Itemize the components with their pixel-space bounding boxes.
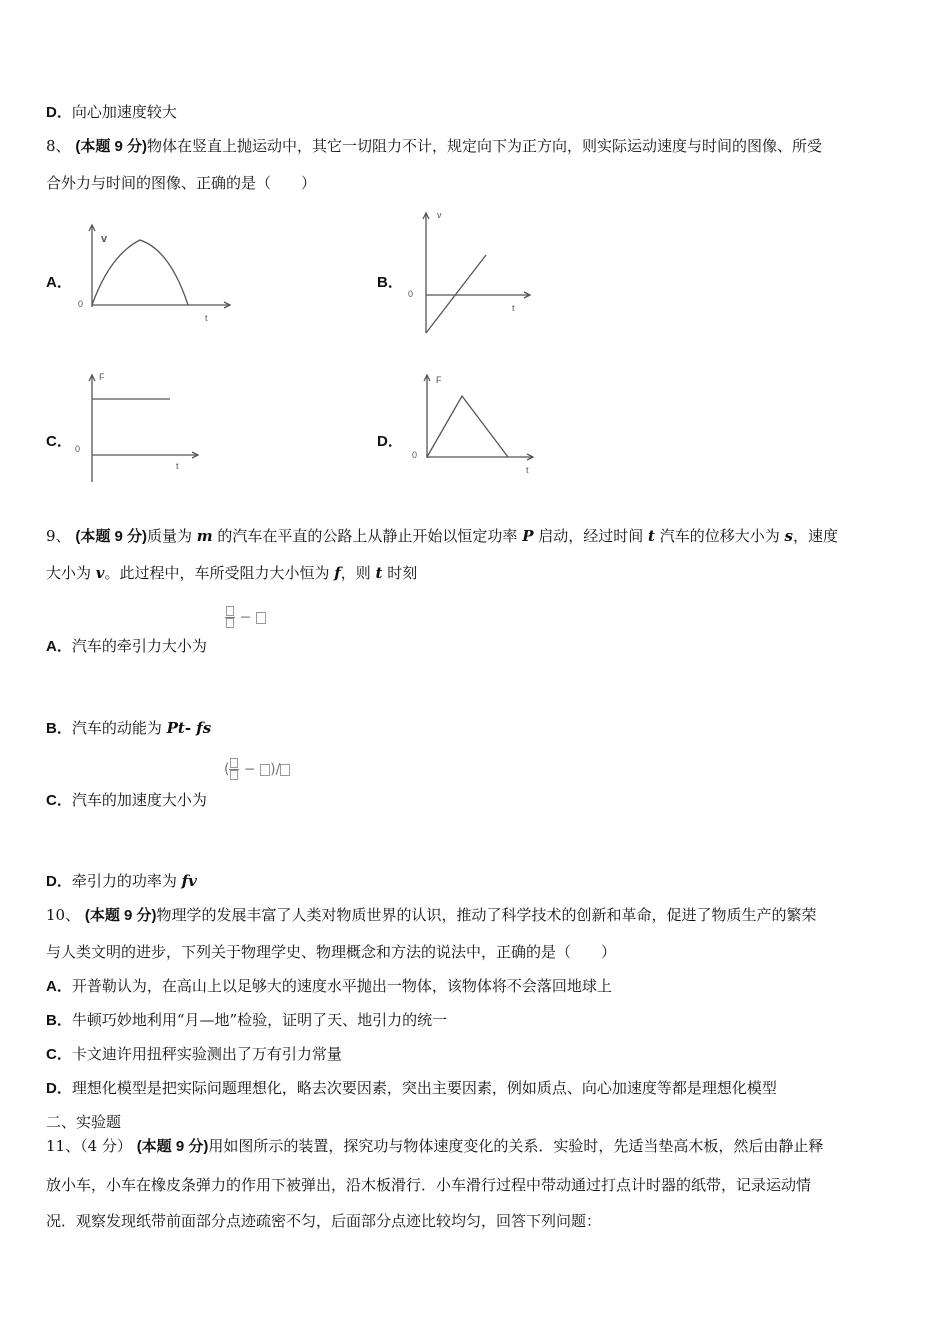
option-letter: D．	[46, 1080, 72, 1097]
question-text: ，速度	[792, 527, 838, 545]
question-text: 放小车，小车在橡皮条弹力的作用下被弹出，沿木板滑行．小车滑行过程中带动通过打点计时器的纸带，记录运动情	[46, 1176, 812, 1194]
q8-option-c-label	[46, 431, 72, 452]
q10-stem-line1	[46, 905, 817, 926]
q10-option-b	[46, 1010, 447, 1031]
placeholder-box	[260, 764, 270, 776]
q8-option-b-label	[377, 272, 403, 293]
option-letter: B．	[377, 274, 403, 291]
question-text: 物体在竖直上抛运动中，其它一切阻力不计，规定向下为正方向，则实际运动速度与时间的图像、所受	[147, 137, 823, 155]
question-text: 质量为	[147, 527, 197, 545]
minus-sign: −	[239, 609, 252, 626]
question-text: 况．观察发现纸带前面部分点迹疏密不匀，后面部分点迹比较均匀，回答下列问题：	[46, 1212, 602, 1230]
q9-formula-a	[225, 606, 266, 629]
q10-option-d	[46, 1078, 777, 1099]
graph-a-origin-label: 0	[78, 299, 84, 309]
graph-d-origin-label: 0	[412, 450, 418, 460]
graph-c-y-label: F	[99, 372, 105, 382]
variable-t: t	[375, 564, 383, 582]
option-letter: C．	[46, 433, 72, 450]
paren-open: (	[224, 761, 230, 778]
variable-v: v	[95, 564, 105, 582]
question-text: 合外力与时间的图像、正确的是（ ）	[46, 174, 317, 192]
option-letter: C．	[46, 1046, 72, 1063]
question-text: 用如图所示的装置，探究功与物体速度变化的关系．实验时，先适当垫高木板，然后由静止释	[208, 1137, 824, 1155]
section-title	[46, 1112, 121, 1132]
fraction	[225, 606, 235, 629]
q11-stem-line2	[46, 1175, 811, 1195]
option-letter: A．	[46, 638, 72, 655]
question-text: 大小为	[46, 564, 96, 582]
q9-option-b	[46, 718, 211, 739]
option-text: 理想化模型是把实际问题理想化，略去次要因素，突出主要因素，例如质点、向心加速度等都是理想化模型	[71, 1079, 777, 1097]
question-text: 与人类文明的进步，下列关于物理学史、物理概念和方法的说法中，正确的是（ ）	[46, 943, 617, 961]
option-text: 牵引力的功率为	[71, 872, 182, 890]
q8-option-a-label	[46, 272, 72, 293]
question-text: 物理学的发展丰富了人类对物质世界的认识，推动了科学技术的创新和革命，促进了物质生产的繁荣	[156, 906, 817, 924]
q8-stem-line1	[46, 136, 822, 157]
fraction	[229, 758, 239, 781]
question-text: 的汽车在平直的公路上从静止开始以恒定功率	[212, 527, 523, 545]
q11-stem-line3	[46, 1211, 601, 1231]
option-letter: D．	[46, 873, 72, 890]
graph-c	[70, 370, 210, 485]
q9-option-a	[46, 636, 207, 657]
q9-option-d	[46, 871, 197, 892]
option-text: 汽车的加速度大小为	[71, 791, 207, 809]
paren-close: )/	[270, 761, 281, 778]
q7-option-d	[46, 102, 177, 123]
option-letter: C．	[46, 792, 72, 809]
q10-option-a	[46, 976, 612, 997]
variable-s: s	[784, 527, 793, 545]
option-letter: A．	[46, 978, 72, 995]
question-number: 11、	[46, 1137, 81, 1155]
option-letter: A．	[46, 274, 72, 291]
option-expression: fv	[181, 872, 197, 890]
question-number: 9、	[46, 527, 71, 545]
variable-p: P	[522, 527, 534, 545]
variable-m: m	[196, 527, 213, 545]
question-score: (本题 9 分)	[136, 1138, 209, 1155]
q8-option-d-label	[377, 431, 403, 452]
option-text: 开普勒认为，在高山上以足够大的速度水平抛出一物体，该物体将不会落回地球上	[71, 977, 612, 995]
graph-b-line	[426, 255, 486, 333]
variable-t: t	[648, 527, 655, 545]
graph-b-origin-label: 0	[408, 289, 414, 299]
option-expression: Pt- fs	[166, 719, 212, 737]
q10-option-c	[46, 1044, 342, 1065]
graph-d	[405, 370, 545, 480]
question-number: 8、	[46, 137, 71, 155]
question-text: ，则	[340, 564, 376, 582]
option-letter: D．	[377, 433, 403, 450]
option-text: 牛顿巧妙地利用“月—地”检验，证明了天、地引力的统一	[71, 1011, 448, 1029]
placeholder-box	[280, 764, 290, 776]
option-text: 汽车的牵引力大小为	[71, 637, 207, 655]
question-text: 启动，经过时间	[533, 527, 649, 545]
graph-b-y-label: v	[437, 210, 442, 220]
option-letter: D．	[46, 104, 72, 121]
graph-d-y-label: F	[436, 375, 442, 385]
question-score: (本题 9 分)	[84, 907, 157, 924]
option-letter: B．	[46, 720, 72, 737]
graph-a-y-label: v	[101, 233, 108, 245]
option-text: 向心加速度较大	[71, 103, 177, 121]
question-score: (本题 9 分)	[75, 528, 147, 545]
graph-a-x-label: t	[205, 313, 208, 323]
q9-stem-line1	[46, 526, 838, 547]
question-number: 10、	[46, 906, 81, 924]
question-text: 汽车的位移大小为	[654, 527, 785, 545]
graph-d-x-label: t	[526, 465, 529, 475]
variable-f: f	[334, 564, 341, 582]
q9-option-c	[46, 790, 207, 811]
question-text: 时刻	[382, 564, 418, 582]
option-text: 汽车的动能为	[71, 719, 167, 737]
q11-stem-line1	[46, 1136, 823, 1157]
q9-formula-c	[224, 758, 290, 781]
minus-sign: −	[243, 761, 256, 778]
option-letter: B．	[46, 1012, 72, 1029]
question-score: (本题 9 分)	[75, 138, 147, 155]
graph-b-x-label: t	[512, 303, 515, 313]
graph-c-x-label: t	[176, 461, 179, 471]
question-points: （4 分）	[80, 1137, 132, 1155]
section-heading: 二、实验题	[46, 1113, 122, 1131]
graph-d-line	[427, 396, 508, 457]
graph-c-origin-label: 0	[75, 444, 81, 454]
question-text: 。此过程中，车所受阻力大小恒为	[104, 564, 335, 582]
option-text: 卡文迪许用扭秤实验测出了万有引力常量	[71, 1045, 342, 1063]
graph-a-curve	[92, 240, 188, 305]
q9-stem-line2	[46, 563, 417, 583]
q10-stem-line2	[46, 942, 616, 962]
graph-a	[70, 215, 240, 330]
placeholder-box	[256, 612, 266, 624]
graph-b	[402, 205, 542, 340]
q8-stem-line2	[46, 173, 316, 193]
